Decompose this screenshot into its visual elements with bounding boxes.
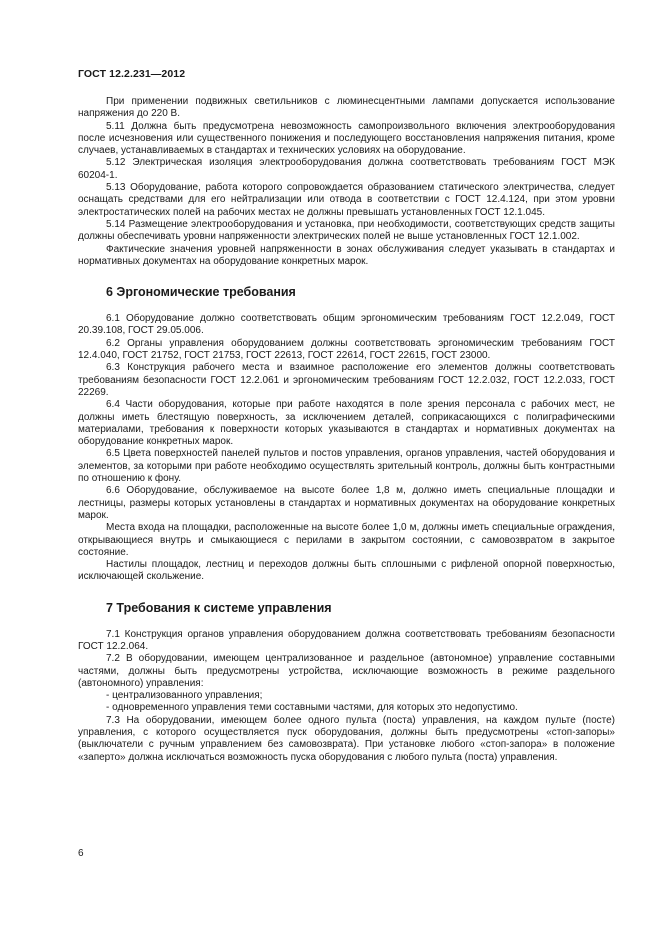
page-number: 6 [78,848,84,859]
section-heading-6: 6 Эргономические требования [106,285,296,300]
section-heading-7: 7 Требования к системе управления [106,600,332,615]
paragraph: 7.1 Конструкция органов управления оборудованием должна соответствовать требованиям безопасности ГОСТ 12.2.064. [78,628,615,652]
paragraph: Места входа на площадки, расположенные на высоте более 1,0 м, должны иметь специальные ограждения, открывающиеся внутрь и смыкающиеся с перилами в закрытом состоянии, с самовозвратом в закрытое состояние. [78,522,615,558]
document-header: ГОСТ 12.2.231—2012 [78,68,186,80]
paragraph: 6.1 Оборудование должно соответствовать общим эргономическим требованиям ГОСТ 12.2.049, ГОСТ 20.39.108, ГОСТ 29.05.006. [78,313,615,337]
paragraph: 6.5 Цвета поверхностей панелей пультов и постов управления, органов управления, частей оборудования и элементов, за которыми при работе необходимо осуществлять зрительный контроль, должны быть контрастными по отношению к фону. [78,448,615,485]
paragraph: При применении подвижных светильников с люминесцентными лампами допускается использование напряжения до 220 В. [78,96,615,120]
paragraph: Фактические значения уровней напряженности в зонах обслуживания следует указывать в стандартах и нормативных документах на оборудование конкретных марок. [78,243,615,267]
paragraph: 7.2 В оборудовании, имеющем централизованное и раздельное (автономное) управление составными частями, должны быть предусмотрены устройства, исключающие возможность в режиме раздельного (автономного) управления: [78,653,615,689]
paragraph: 5.14 Размещение электрооборудования и установка, при необходимости, соответствующих средств защиты должны обеспечивать уровни напряженности электрических полей не выше установленных ГОСТ 12.1.002. [78,218,615,243]
paragraph: 6.2 Органы управления оборудованием должны соответствовать эргономическим требованиям ГОСТ 12.4.040, ГОСТ 21752, ГОСТ 21753, ГОСТ 22613, ГОСТ 22614, ГОСТ 22615, ГОСТ 23000. [78,337,615,362]
paragraph: Настилы площадок, лестниц и переходов должны быть сплошными с рифленой опорной поверхностью, исключающей скольжение. [78,559,615,583]
paragraph: 5.12 Электрическая изоляция электрооборудования должна соответствовать требованиям ГОСТ МЭК 60204-1. [78,157,615,181]
document-body [78,96,615,764]
paragraph: 5.11 Должна быть предусмотрена невозможность самопроизвольного включения электрооборудования после исчезновения или существенного понижения и последующего восстановления напряжения питания, кроме случаев, устанавливаемых в стандартах и технических условиях на оборудование. [78,120,615,157]
paragraph: 5.13 Оборудование, работа которого сопровождается образованием статического электричества, следует оснащать средствами для его нейтрализации или отвода в соответствии с ГОСТ 12.4.124, при этом уровни электростатических полей на рабочих местах не должны превышать установленных ГОСТ 12.1.045. [78,182,615,218]
paragraph: 6.4 Части оборудования, которые при работе находятся в поле зрения персонала с рабочих мест, не должны иметь блестящую поверхность, за исключением деталей, соприкасающихся с полиграфическими материалами, требования к поверхности которых указываются в стандартах и нормативных документах на оборудование конкретных марок. [78,399,615,448]
paragraph: 7.3 На оборудовании, имеющем более одного пульта (поста) управления, на каждом пульте (посте) управления, с которого осуществляется пуск оборудования, должны быть предусмотрены «стоп-запоры» (выключатели с ручным управлением без самовозврата). При установке любого «стоп-запора» в положение «заперто» должна исключаться возможность пуска оборудования с любого пульта (поста) управления. [78,714,615,763]
paragraph: 6.6 Оборудование, обслуживаемое на высоте более 1,8 м, должно иметь специальные площадки и лестницы, размеры которых установлены в стандартах и нормативных документах на оборудование конкретных марок. [78,485,615,521]
list-item: - централизованного управления; [106,690,263,702]
paragraph: 6.3 Конструкция рабочего места и взаимное расположение его элементов должны соответствовать требованиям безопасности ГОСТ 12.2.061 и эргономическим требованиям ГОСТ 12.2.032, ГОСТ 12.2.033, ГОСТ 22269. [78,362,615,398]
list-item: - одновременного управления теми составными частями, для которых это недопустимо. [106,702,518,714]
